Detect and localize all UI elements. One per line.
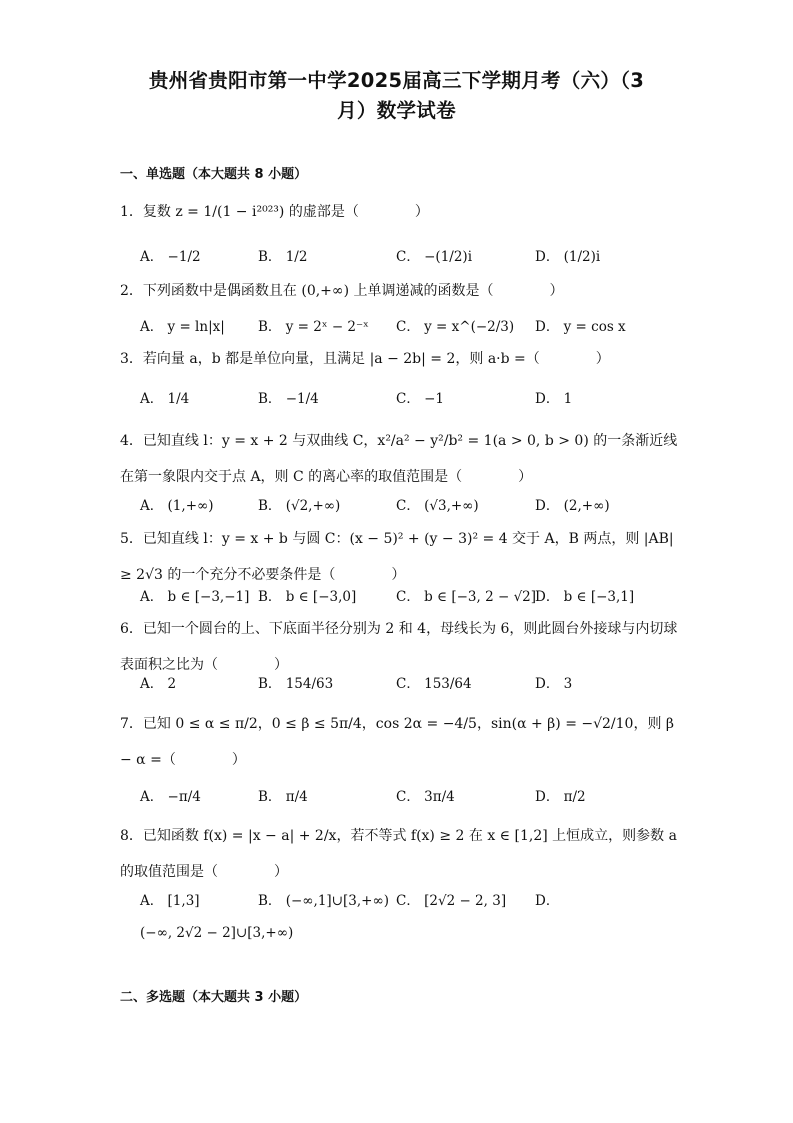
question-4-options [140,487,700,521]
question-1-options [140,238,700,272]
section-heading-single-choice: 一、单选题（本大题共 8 小题） [120,167,308,182]
question-7-options [140,778,700,812]
question-5-stem: 5．已知直线 l：y = x + b 与圆 C：(x − 5)² + (y − 3)² = 4 交于 A，B 两点，则 |AB| ≥ 2√3 的一个充分不必要条件是（ ） [120,531,674,583]
question-7-option-a[interactable]: A． −π/4 [140,789,201,805]
question-4-option-c[interactable]: C． (√3,+∞) [396,498,479,514]
question-2-stem: 2．下列函数中是偶函数且在 (0,+∞) 上单调递减的函数是（ ） [120,283,564,299]
question-4-option-a[interactable]: A． (1,+∞) [140,498,214,514]
title-line-1: 贵州省贵阳市第一中学2025届高三下学期月考（六）（3 [148,69,645,92]
question-7-option-c[interactable]: C． 3π/4 [396,789,455,805]
question-4-option-d[interactable]: D． (2,+∞) [535,498,610,514]
question-4-option-b[interactable]: B． (√2,+∞) [258,498,341,514]
question-8-option-a[interactable]: A． [1,3] [140,893,200,909]
question-8-stem: 8．已知函数 f(x) = |x − a| + 2/x，若不等式 f(x) ≥ 2 在 x ∈ [1,2] 上恒成立，则参数 a 的取值范围是（ ） [120,828,677,880]
question-7-stem: 7．已知 0 ≤ α ≤ π/2，0 ≤ β ≤ 5π/4，cos 2α = −4/5，sin(α + β) = −√2/10，则 β − α =（ ） [120,716,675,768]
exam-title [100,66,693,126]
question-6-option-c[interactable]: C． 153/64 [396,676,472,692]
question-8-option-d-label[interactable]: D． [535,893,560,909]
question-4-stem: 4．已知直线 l：y = x + 2 与双曲线 C，x²/a² − y²/b² = 1(a > 0, b > 0) 的一条渐近线在第一象限内交于点 A，则 C 的离心率的取值范围是（ ） [120,433,678,485]
question-5-option-c[interactable]: C． b ∈ [−3, 2 − √2] [396,589,537,605]
question-3-stem: 3．若向量 a，b 都是单位向量，且满足 |a − 2b| = 2，则 a·b =（ ） [120,351,610,367]
question-2-option-a[interactable]: A． y = ln|x| [140,319,225,335]
question-3-options [140,380,700,414]
question-6-option-d[interactable]: D． 3 [535,676,573,692]
question-3-option-d[interactable]: D． 1 [535,391,573,407]
question-5-options [140,578,700,612]
question-8-option-d[interactable]: (−∞, 2√2 − 2]∪[3,+∞) [140,925,294,941]
question-1-option-d[interactable]: D． (1/2)i [535,249,601,265]
question-3-option-b[interactable]: B． −1/4 [258,391,319,407]
question-5-option-b[interactable]: B． b ∈ [−3,0] [258,589,357,605]
question-5-option-a[interactable]: A． b ∈ [−3,−1] [140,589,250,605]
question-7-option-d[interactable]: D． π/2 [535,789,586,805]
question-6-options [140,665,700,699]
question-1-stem: 1．复数 z = 1/(1 − i²⁰²³) 的虚部是（ ） [120,204,429,220]
question-8-option-b[interactable]: B． (−∞,1]∪[3,+∞) [258,893,389,909]
question-1-option-b[interactable]: B． 1/2 [258,249,308,265]
question-6-option-b[interactable]: B． 154/63 [258,676,334,692]
question-6-option-a[interactable]: A． 2 [140,676,177,692]
question-1-option-c[interactable]: C． −(1/2)i [396,249,473,265]
question-2-option-d[interactable]: D． y = cos x [535,319,626,335]
question-5-option-d[interactable]: D． b ∈ [−3,1] [535,589,635,605]
question-8-options [140,882,700,916]
question-2-options [140,308,700,342]
question-7-option-b[interactable]: B． π/4 [258,789,308,805]
title-line-2: 月）数学试卷 [337,99,456,122]
question-3-option-c[interactable]: C． −1 [396,391,445,407]
question-6-stem: 6．已知一个圆台的上、下底面半径分别为 2 和 4，母线长为 6，则此圆台外接球与内切球表面积之比为（ ） [120,621,678,673]
question-8-option-c[interactable]: C． [2√2 − 2, 3] [396,893,507,909]
question-2-option-c[interactable]: C． y = x^(−2/3) [396,319,515,335]
question-2-option-b[interactable]: B． y = 2ˣ − 2⁻ˣ [258,319,369,335]
question-3-option-a[interactable]: A． 1/4 [140,391,190,407]
question-1-option-a[interactable]: A． −1/2 [140,249,201,265]
section-heading-multi-choice: 二、多选题（本大题共 3 小题） [120,990,308,1005]
question-8-option-d-row [140,916,700,950]
